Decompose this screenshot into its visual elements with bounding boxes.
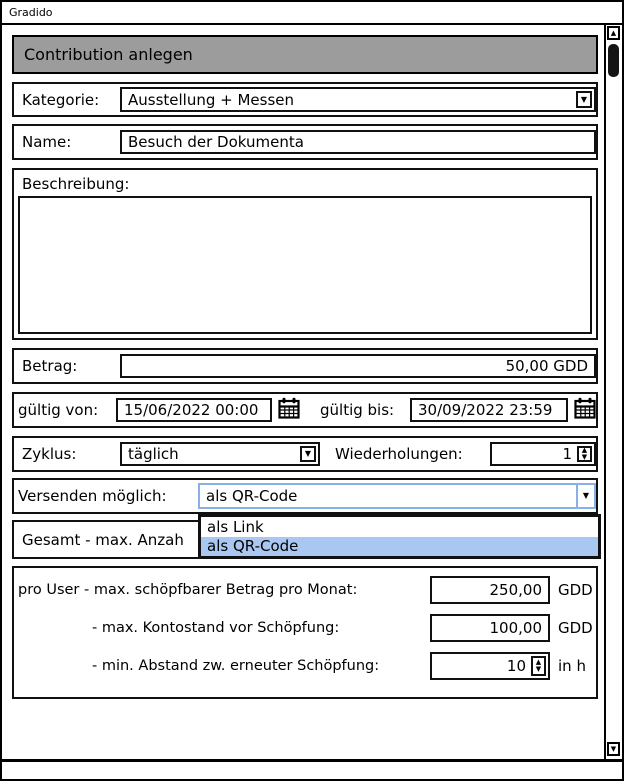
pro-user-row-2 — [14, 614, 596, 642]
chevron-down-icon[interactable]: ▼ — [300, 446, 316, 462]
name-input[interactable] — [120, 130, 596, 154]
beschreibung-row — [12, 168, 598, 340]
beschreibung-textarea[interactable] — [18, 196, 592, 334]
kategorie-label: Kategorie: — [22, 90, 100, 109]
max-kontostand-input[interactable] — [430, 614, 550, 642]
kategorie-value: Ausstellung + Messen — [128, 90, 295, 109]
versenden-value: als QR-Code — [206, 487, 298, 505]
min-abstand-value: 10 — [506, 657, 526, 675]
gueltig-von-value: 15/06/2022 00:00 — [124, 401, 259, 419]
calendar-icon[interactable] — [574, 397, 596, 419]
wiederholungen-stepper[interactable] — [490, 442, 596, 466]
in-h-unit-label: in h — [558, 657, 586, 675]
scrollbar-thumb[interactable] — [608, 44, 619, 77]
betrag-row — [12, 348, 598, 384]
dropdown-option-als-qr-code[interactable]: als QR-Code — [201, 537, 598, 557]
zyklus-label: Zyklus: — [22, 445, 77, 463]
scroll-up-icon[interactable]: ▲ — [607, 26, 620, 40]
pro-user-row-3 — [14, 652, 596, 680]
betrag-value: 50,00 GDD — [505, 357, 588, 375]
dialog-title: Contribution anlegen — [24, 45, 193, 64]
versenden-label: Versenden möglich: — [18, 487, 167, 505]
gueltig-von-label: gültig von: — [18, 401, 99, 419]
zyklus-row — [12, 436, 598, 472]
zyklus-select[interactable] — [120, 442, 320, 466]
pro-user-row-1 — [14, 576, 596, 604]
chevron-down-icon[interactable]: ▼ — [576, 485, 594, 507]
name-row — [12, 124, 598, 160]
gesamt-label: Gesamt - max. Anzah — [22, 530, 184, 549]
triangle-up-icon[interactable]: ▲ — [535, 658, 542, 666]
pro-user-group — [12, 566, 598, 699]
pro-user-row-2-label: - max. Kontostand vor Schöpfung: — [92, 620, 340, 636]
gdd-unit-label: GDD — [558, 581, 593, 599]
wiederholungen-label: Wiederholungen: — [335, 445, 463, 463]
vertical-scrollbar[interactable] — [606, 25, 622, 759]
name-label: Name: — [22, 133, 72, 151]
dropdown-option-als-link[interactable]: als Link — [207, 517, 264, 536]
zyklus-value: täglich — [128, 445, 179, 463]
beschreibung-label: Beschreibung: — [22, 175, 130, 193]
calendar-icon[interactable] — [278, 397, 300, 419]
chevron-down-icon[interactable]: ▼ — [576, 91, 592, 108]
kategorie-row — [12, 82, 598, 117]
gueltig-bis-value: 30/09/2022 23:59 — [418, 401, 553, 419]
max-betrag-input[interactable] — [430, 576, 550, 604]
max-betrag-value: 250,00 — [489, 581, 542, 599]
max-kontostand-value: 100,00 — [489, 619, 542, 637]
gdd-unit-label: GDD — [558, 619, 593, 637]
scroll-down-icon[interactable]: ▼ — [607, 742, 620, 756]
titlebar-divider — [2, 23, 622, 25]
window-title: Gradido — [9, 6, 53, 19]
triangle-down-icon[interactable]: ▼ — [581, 453, 588, 461]
dialog-header — [12, 35, 598, 74]
gueltig-row — [12, 392, 598, 428]
kategorie-select[interactable] — [120, 87, 596, 112]
triangle-up-icon[interactable]: ▲ — [581, 446, 588, 454]
min-abstand-stepper[interactable] — [430, 652, 550, 680]
stepper-buttons[interactable] — [577, 446, 592, 462]
gueltig-bis-input[interactable] — [410, 398, 568, 422]
triangle-down-icon[interactable]: ▼ — [535, 665, 542, 673]
versenden-select[interactable] — [198, 483, 596, 509]
versenden-dropdown-list — [198, 514, 601, 559]
bottom-status-bar — [2, 759, 622, 779]
wiederholungen-value: 1 — [562, 445, 572, 463]
gueltig-bis-label: gültig bis: — [320, 401, 395, 419]
name-value: Besuch der Dokumenta — [128, 133, 304, 151]
pro-user-row-1-label: pro User - max. schöpfbarer Betrag pro Monat: — [18, 582, 358, 598]
versenden-row — [12, 478, 598, 514]
pro-user-row-3-label: - min. Abstand zw. erneuter Schöpfung: — [92, 658, 380, 674]
stepper-buttons[interactable] — [531, 656, 546, 676]
betrag-input[interactable] — [120, 354, 596, 378]
betrag-label: Betrag: — [22, 357, 78, 375]
gueltig-von-input[interactable] — [116, 398, 272, 422]
